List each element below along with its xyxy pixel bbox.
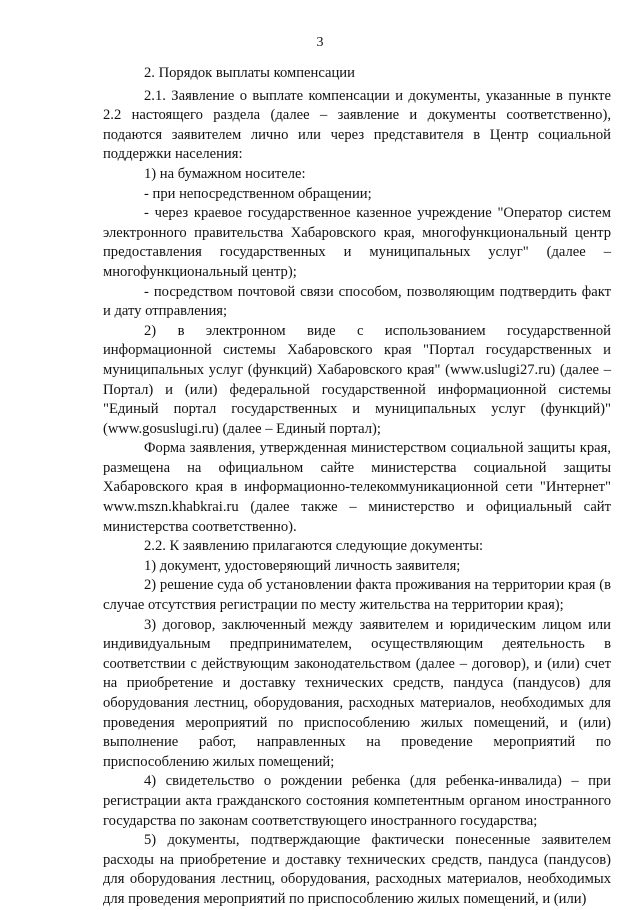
paragraph-doc-2: 2) решение суда об установлении факта проживания на территории края (в случае отсутствия регистрации по месту жительства на территории края); xyxy=(103,577,611,614)
paragraph-postal: - посредством почтовой связи способом, позволяющим подтвердить факт и дату отправления; xyxy=(103,283,611,320)
page-number: 3 xyxy=(316,35,324,50)
paragraph-doc-1: 1) документ, удостоверяющий личность заявителя; xyxy=(144,557,461,574)
paragraph-form-info: Форма заявления, утвержденная министерством социальной защиты края, размещена на официальном сайте министерства социальной защиты Хабаровского края в информационно-телекоммуникационной сети "Интернет" www.mszn.khabkrai.ru (далее также – министерство и официальный сайт министерства соответственно). xyxy=(103,440,611,535)
paragraph-2-2: 2.2. К заявлению прилагаются следующие документы: xyxy=(144,538,484,555)
paragraph-doc-5: 5) документы, подтверждающие фактически понесенные заявителем расходы на приобретение и доставку технических средств, пандуса (пандусов) для оборудования лестниц, оборудования, расходных материалов, необходимых для проведения мероприятий по приспособлению жилых помещений, и (или) xyxy=(103,832,611,907)
document-body xyxy=(103,64,611,910)
section-title: 2. Порядок выплаты компенсации xyxy=(144,65,355,81)
paragraph-2-1: 2.1. Заявление о выплате компенсации и документы, указанные в пункте 2.2 настоящего раздела (далее – заявление и документы соответственно), подаются заявителем лично или через представителя в Центр социальной поддержки населения: xyxy=(103,87,611,163)
paragraph-electronic: 2) в электронном виде с использованием государственной информационной системы Хабаровского края "Портал государственных и муниципальных услуг (функций) Хабаровского края" (www.uslugi27.ru) (далее – Портал) и (или) федеральной государственной информационной системы "Единый портал государственных и муниципальных услуг (функций)" (www.gosuslugi.ru) (далее – Единый портал); xyxy=(103,322,611,437)
paragraph-direct-visit: - при непосредственном обращении; xyxy=(144,185,372,202)
paragraph-doc-4: 4) свидетельство о рождении ребенка (для ребенка-инвалида) – при регистрации акта гражданского состояния компетентным органом иностранного государства по законам соответствующего иностранного государства; xyxy=(103,773,611,829)
paragraph-doc-3: 3) договор, заключенный между заявителем и юридическим лицом или индивидуальным предпринимателем, осуществляющим деятельность в соответствии с действующим законодательством (далее – договор), и (или) счет на приобретение и доставку технических средств, пандуса (пандусов) для оборудования лестниц, оборудования, расходных материалов, необходимых для проведения мероприятий по приспособлению жилых помещений, и (или) выполнение работ, направленных на проведение мероприятий по приспособлению жилых помещений; xyxy=(103,616,611,770)
paragraph-mfc: - через краевое государственное казенное учреждение "Оператор систем электронного правительства Хабаровского края, многофункциональный центр предоставления государственных и муниципальных услуг" (далее – многофункциональный центр); xyxy=(103,205,611,280)
paragraph-paper-form: 1) на бумажном носителе: xyxy=(144,165,306,182)
